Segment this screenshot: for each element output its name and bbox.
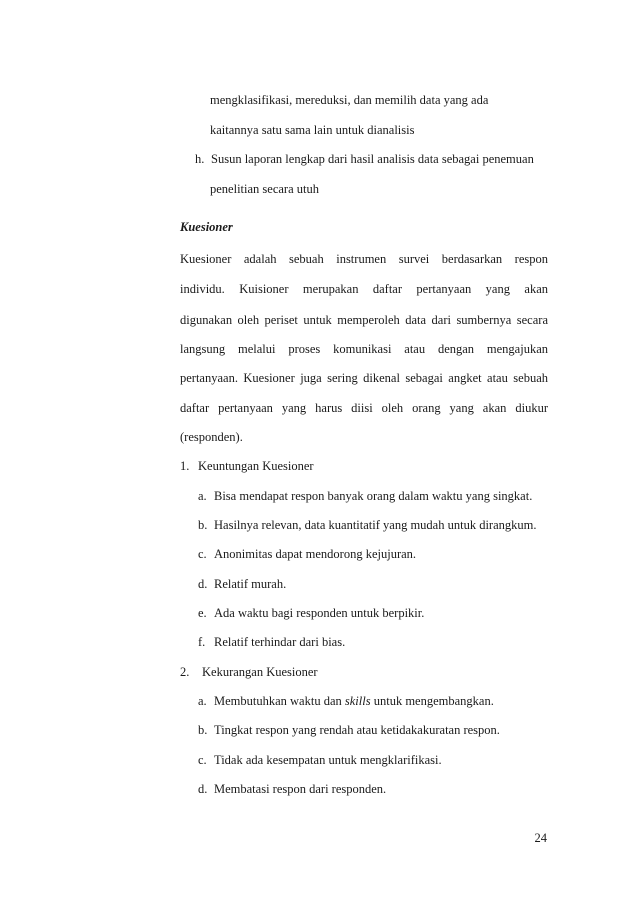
continuation-line-2: kaitannya satu sama lain untuk dianalisis [210,123,415,137]
paragraph-line: digunakan oleh periset untuk memperoleh data dari sumbernya secara [180,313,548,327]
list-item [198,722,500,738]
list-item-text: Membutuhkan waktu dan [214,694,345,708]
paragraph-line: (responden). [180,430,243,444]
list-title: Keuntungan Kuesioner [198,459,314,473]
list-item-h-continuation: penelitian secara utuh [210,182,319,196]
list-heading-advantages [180,458,314,474]
list-item-label: h. [195,152,205,166]
list-item-italic-text: skills [344,694,371,708]
paragraph-line: individu. Kuisioner merupakan daftar pertanyaan yang akan [180,282,548,296]
list-item-text: Tingkat respon yang rendah atau ketidakakuratan respon. [214,723,500,737]
list-item-text: Relatif terhindar dari bias. [214,635,346,649]
list-item [198,781,386,797]
section-heading: Kuesioner [180,220,233,234]
list-item-text: Bisa mendapat respon banyak orang dalam waktu yang singkat. [214,489,533,503]
list-item-label: b. [198,723,208,737]
list-item-h [195,151,534,167]
list-item-text: Membatasi respon dari responden. [214,782,387,796]
list-number: 2. [180,665,190,679]
list-item [198,546,416,562]
list-item-label: d. [198,577,208,591]
continuation-line-1: mengklasifikasi, mereduksi, dan memilih data yang ada [210,93,489,107]
list-item-text: Anonimitas dapat mendorong kejujuran. [214,547,417,561]
list-item [198,693,494,709]
list-item-text: untuk mengembangkan. [370,694,494,708]
list-item [198,752,442,768]
list-item-label: f. [198,635,206,649]
list-item-text: Relatif murah. [214,577,287,591]
list-item-label: c. [198,547,207,561]
list-item-label: a. [198,489,207,503]
paragraph-line: Kuesioner adalah sebuah instrumen survei berdasarkan respon [180,252,548,266]
paragraph-line: langsung melalui proses komunikasi atau dengan mengajukan [180,342,548,356]
list-item-label: c. [198,753,207,767]
list-item [198,576,286,592]
list-item-text: Hasilnya relevan, data kuantitatif yang mudah untuk dirangkum. [214,518,537,532]
list-heading-disadvantages [180,664,318,680]
list-item-text: Ada waktu bagi responden untuk berpikir. [214,606,425,620]
list-item [198,517,536,533]
list-item [198,634,345,650]
list-item-label: d. [198,782,208,796]
list-item-text: Tidak ada kesempatan untuk mengklarifikasi. [214,753,442,767]
list-number: 1. [180,459,190,473]
paragraph-line: pertanyaan. Kuesioner juga sering dikenal sebagai angket atau sebuah [180,371,548,385]
list-item-label: b. [198,518,208,532]
paragraph-line: daftar pertanyaan yang harus diisi oleh orang yang akan diukur [180,401,548,415]
list-item-label: e. [198,606,207,620]
list-title: Kekurangan Kuesioner [202,665,318,679]
page-number: 24 [534,831,547,845]
list-item [198,488,532,504]
list-item-text: Susun laporan lengkap dari hasil analisis data sebagai penemuan [211,152,534,166]
list-item-label: a. [198,694,207,708]
list-item [198,605,424,621]
